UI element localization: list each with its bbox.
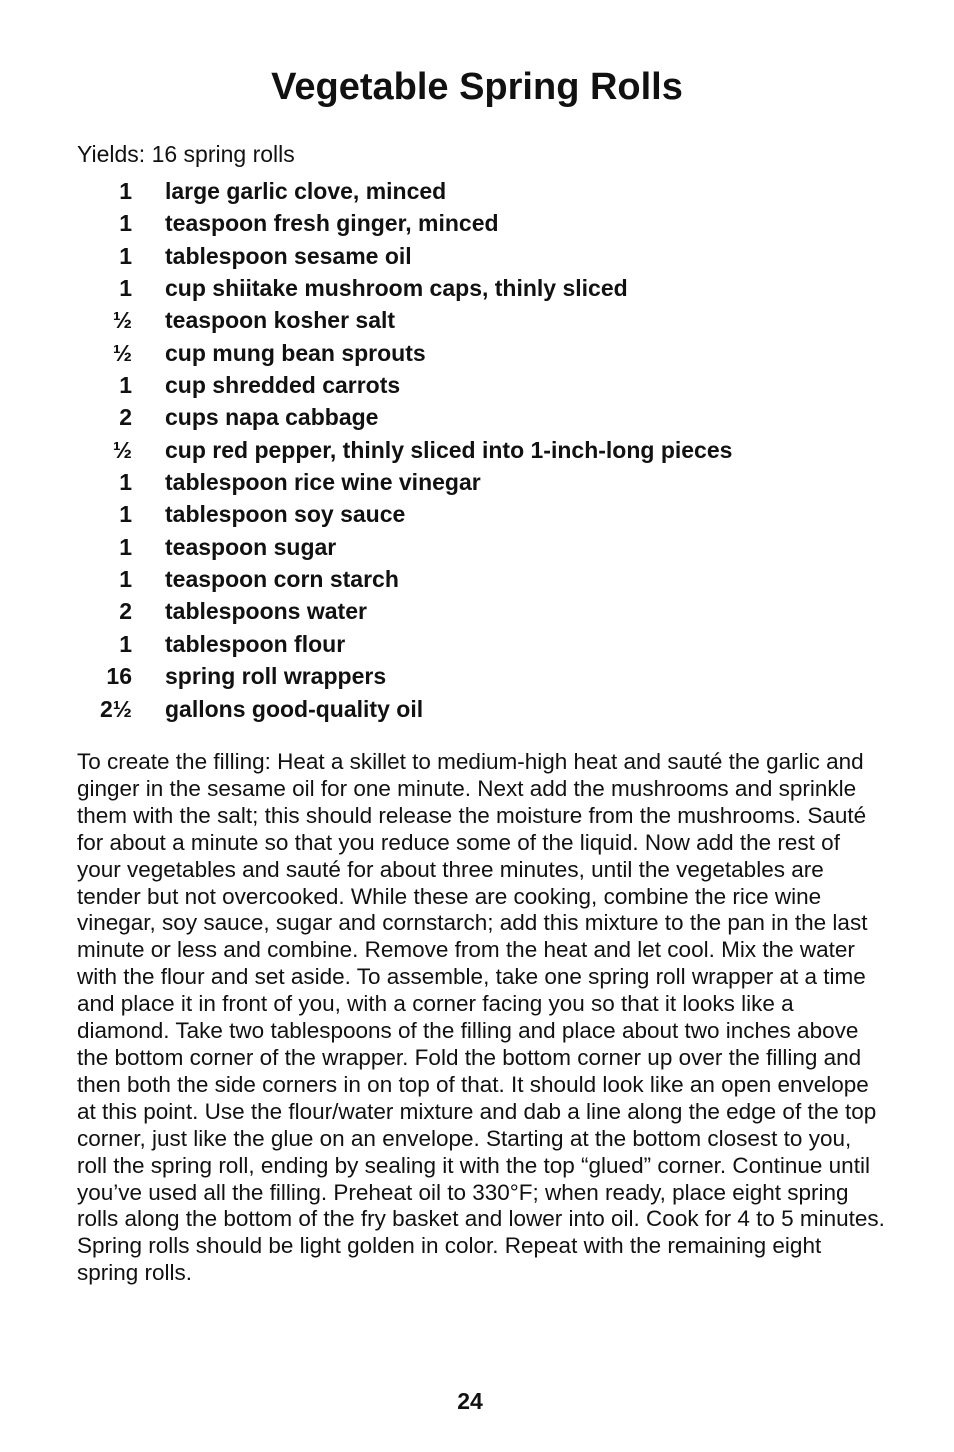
ingredient-quantity: 2½ xyxy=(100,695,132,722)
ingredient-name: cup mung bean sprouts xyxy=(165,339,426,366)
ingredient-quantity: 1 xyxy=(119,566,132,593)
ingredient-row xyxy=(0,304,954,336)
ingredient-name: cup red pepper, thinly sliced into 1-inch-long pieces xyxy=(165,436,733,463)
ingredient-row xyxy=(0,531,954,563)
ingredient-name: tablespoon soy sauce xyxy=(165,501,406,528)
ingredient-name: cups napa cabbage xyxy=(165,404,379,431)
ingredient-quantity: ½ xyxy=(112,307,132,334)
ingredient-row xyxy=(0,693,954,725)
ingredient-quantity: 1 xyxy=(119,533,132,560)
ingredient-name: teaspoon kosher salt xyxy=(165,307,396,334)
ingredient-quantity: 2 xyxy=(119,404,132,431)
ingredient-name: tablespoon sesame oil xyxy=(165,242,412,269)
ingredient-row xyxy=(0,207,954,239)
ingredient-row xyxy=(0,595,954,627)
ingredient-quantity: 1 xyxy=(119,178,132,204)
ingredient-row xyxy=(0,175,954,207)
ingredient-quantity: 1 xyxy=(119,275,132,302)
ingredient-row xyxy=(0,337,954,369)
ingredient-quantity: ½ xyxy=(112,436,132,463)
ingredient-row xyxy=(0,660,954,692)
ingredient-quantity: 1 xyxy=(119,630,132,657)
ingredient-name: tablespoon flour xyxy=(165,630,346,657)
ingredient-row xyxy=(0,434,954,466)
ingredient-row xyxy=(0,369,954,401)
ingredient-row xyxy=(0,563,954,595)
ingredient-row xyxy=(0,272,954,304)
ingredient-row xyxy=(0,466,954,498)
recipe-instructions: To create the filling: Heat a skillet to medium-high heat and sauté the garlic and ginger in the sesame oil for one minute. Next add the mushrooms and sprinkle them with the salt; this should release the moisture from the mushrooms. Sauté for about a minute so that you reduce some of the liquid. Now add the rest of your vegetables and sauté for about three minutes, until the vegetables are tender but not overcooked. While these are cooking, combine the rice wine vinegar, soy sauce, sugar and cornstarch; add this mixture to the pan in the last minute or less and combine. Remove from the heat and let cool. Mix the water with the flour and set aside. To assemble, take one spring roll wrapper at a time and place it in front of you, with a corner facing you so that it looks like a diamond. Take two tablespoons of the filling and place about two inches above the bottom corner of the wrapper. Fold the bottom corner up over the filling and then both the side corners in on top of that. It should look like an open envelope at this point. Use the flour/water mixture and dab a line along the edge of the top corner, just like the glue on an envelope. Starting at the bottom closest to you, roll the spring roll, ending by sealing it with the top “glued” corner. Continue until you’ve used all the filling. Preheat oil to 330°F; when ready, place eight spring rolls along the bottom of the fry basket and lower into oil. Cook for 4 to 5 minutes. Spring rolls should be light golden in color. Repeat with the remaining eight spring rolls. xyxy=(77,749,885,1286)
ingredient-row xyxy=(0,498,954,530)
ingredient-name: cup shredded carrots xyxy=(165,372,401,399)
ingredient-name: large garlic clove, minced xyxy=(165,178,447,204)
ingredient-name: gallons good-quality oil xyxy=(165,695,424,722)
ingredient-list xyxy=(0,175,954,725)
ingredient-name: tablespoon rice wine vinegar xyxy=(165,469,481,496)
page-number: 24 xyxy=(457,1388,483,1414)
ingredient-name: spring roll wrappers xyxy=(165,663,387,690)
ingredient-quantity: 1 xyxy=(119,372,132,399)
ingredient-quantity: 1 xyxy=(119,242,132,269)
ingredient-row xyxy=(0,401,954,433)
ingredient-name: cup shiitake mushroom caps, thinly sliced xyxy=(165,275,628,302)
ingredient-quantity: 1 xyxy=(119,469,132,496)
ingredient-quantity: ½ xyxy=(112,339,132,366)
ingredient-row xyxy=(0,628,954,660)
ingredient-quantity: 1 xyxy=(119,501,132,528)
ingredient-row xyxy=(0,240,954,272)
ingredient-quantity: 1 xyxy=(119,210,132,237)
ingredient-name: tablespoons water xyxy=(165,598,367,625)
ingredient-quantity: 16 xyxy=(106,663,132,690)
recipe-title: Vegetable Spring Rolls xyxy=(271,66,683,108)
ingredient-name: teaspoon corn starch xyxy=(165,566,399,593)
recipe-yields: Yields: 16 spring rolls xyxy=(77,141,295,167)
ingredient-name: teaspoon fresh ginger, minced xyxy=(165,210,499,237)
ingredient-quantity: 2 xyxy=(119,598,132,625)
ingredient-name: teaspoon sugar xyxy=(165,533,337,560)
